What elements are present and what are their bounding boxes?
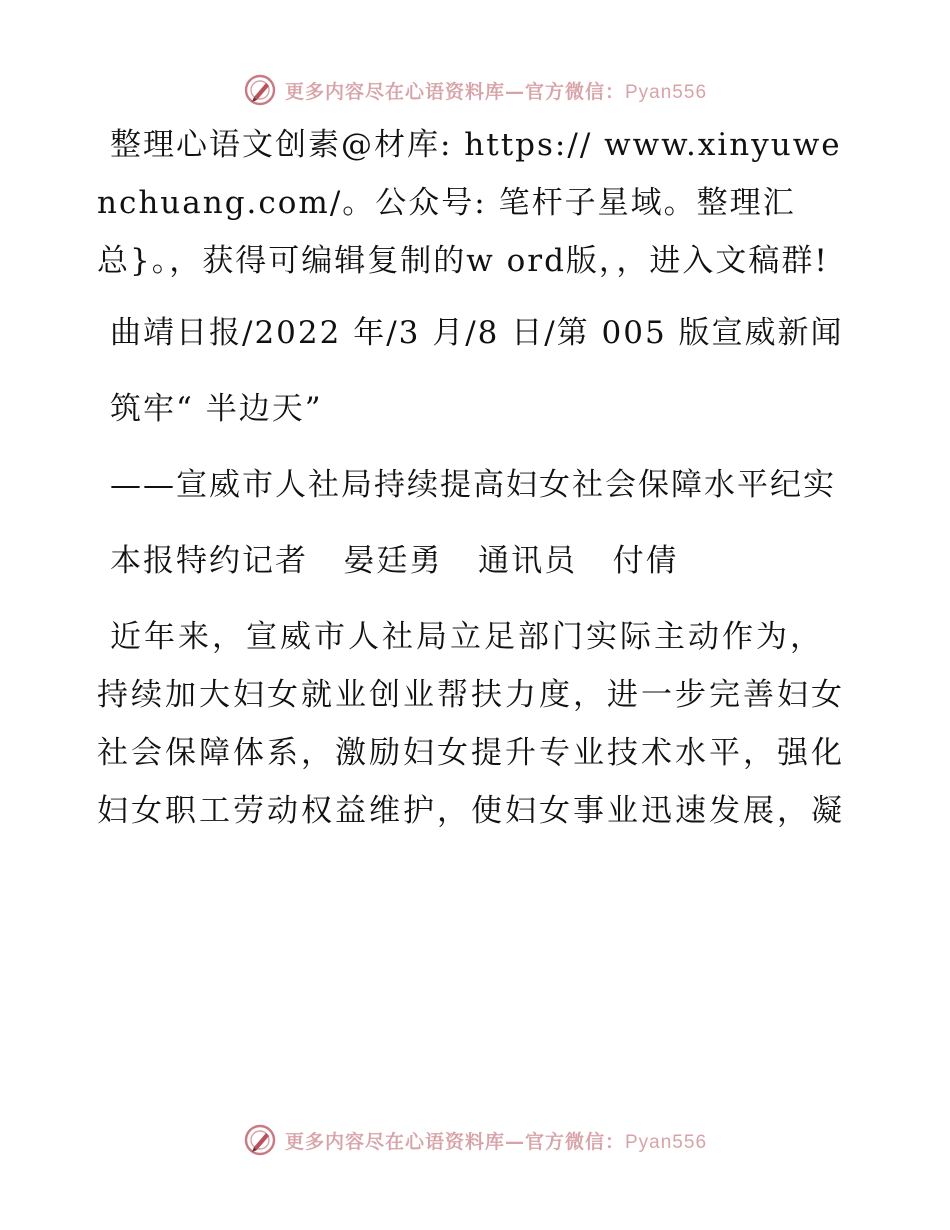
article-subtitle: ——宣威市人社局持续提高妇女社会保障水平纪实 xyxy=(110,467,836,503)
watermark-header xyxy=(0,72,950,108)
source-line: 曲靖日报/2022 年/3 月/8 日/第 005 版宣威新闻 xyxy=(110,315,844,351)
pen-nib-circle-icon xyxy=(243,73,277,107)
watermark-footer xyxy=(0,1122,950,1158)
intro-paragraph: 整理心语文创素@材库: https:// www.xinyuwenchuang.com/。公众号: 笔杆子星域。整理汇总}。，获得可编辑复制的w ord版，，进入文稿群! xyxy=(97,127,842,279)
watermark-id: Pyan556 xyxy=(625,81,708,103)
watermark-id: Pyan556 xyxy=(625,1131,708,1153)
pen-nib-circle-icon xyxy=(243,1123,277,1157)
document-body xyxy=(97,116,857,854)
byline: 本报特约记者 晏廷勇 通讯员 付倩 xyxy=(110,543,679,579)
body-paragraph: 近年来，宣威市人社局立足部门实际主动作为，持续加大妇女就业创业帮扶力度，进一步完善妇女社会保障体系，激励妇女提升专业技术水平，强化妇女职工劳动权益维护，使妇女事业迅速发展，凝 xyxy=(97,619,845,829)
watermark-text: 更多内容尽在心语资料库—官方微信：Pyan556 xyxy=(284,80,708,103)
watermark-text: 更多内容尽在心语资料库—官方微信：Pyan556 xyxy=(284,1130,708,1153)
article-title: 筑牢“ 半边天” xyxy=(110,391,323,427)
